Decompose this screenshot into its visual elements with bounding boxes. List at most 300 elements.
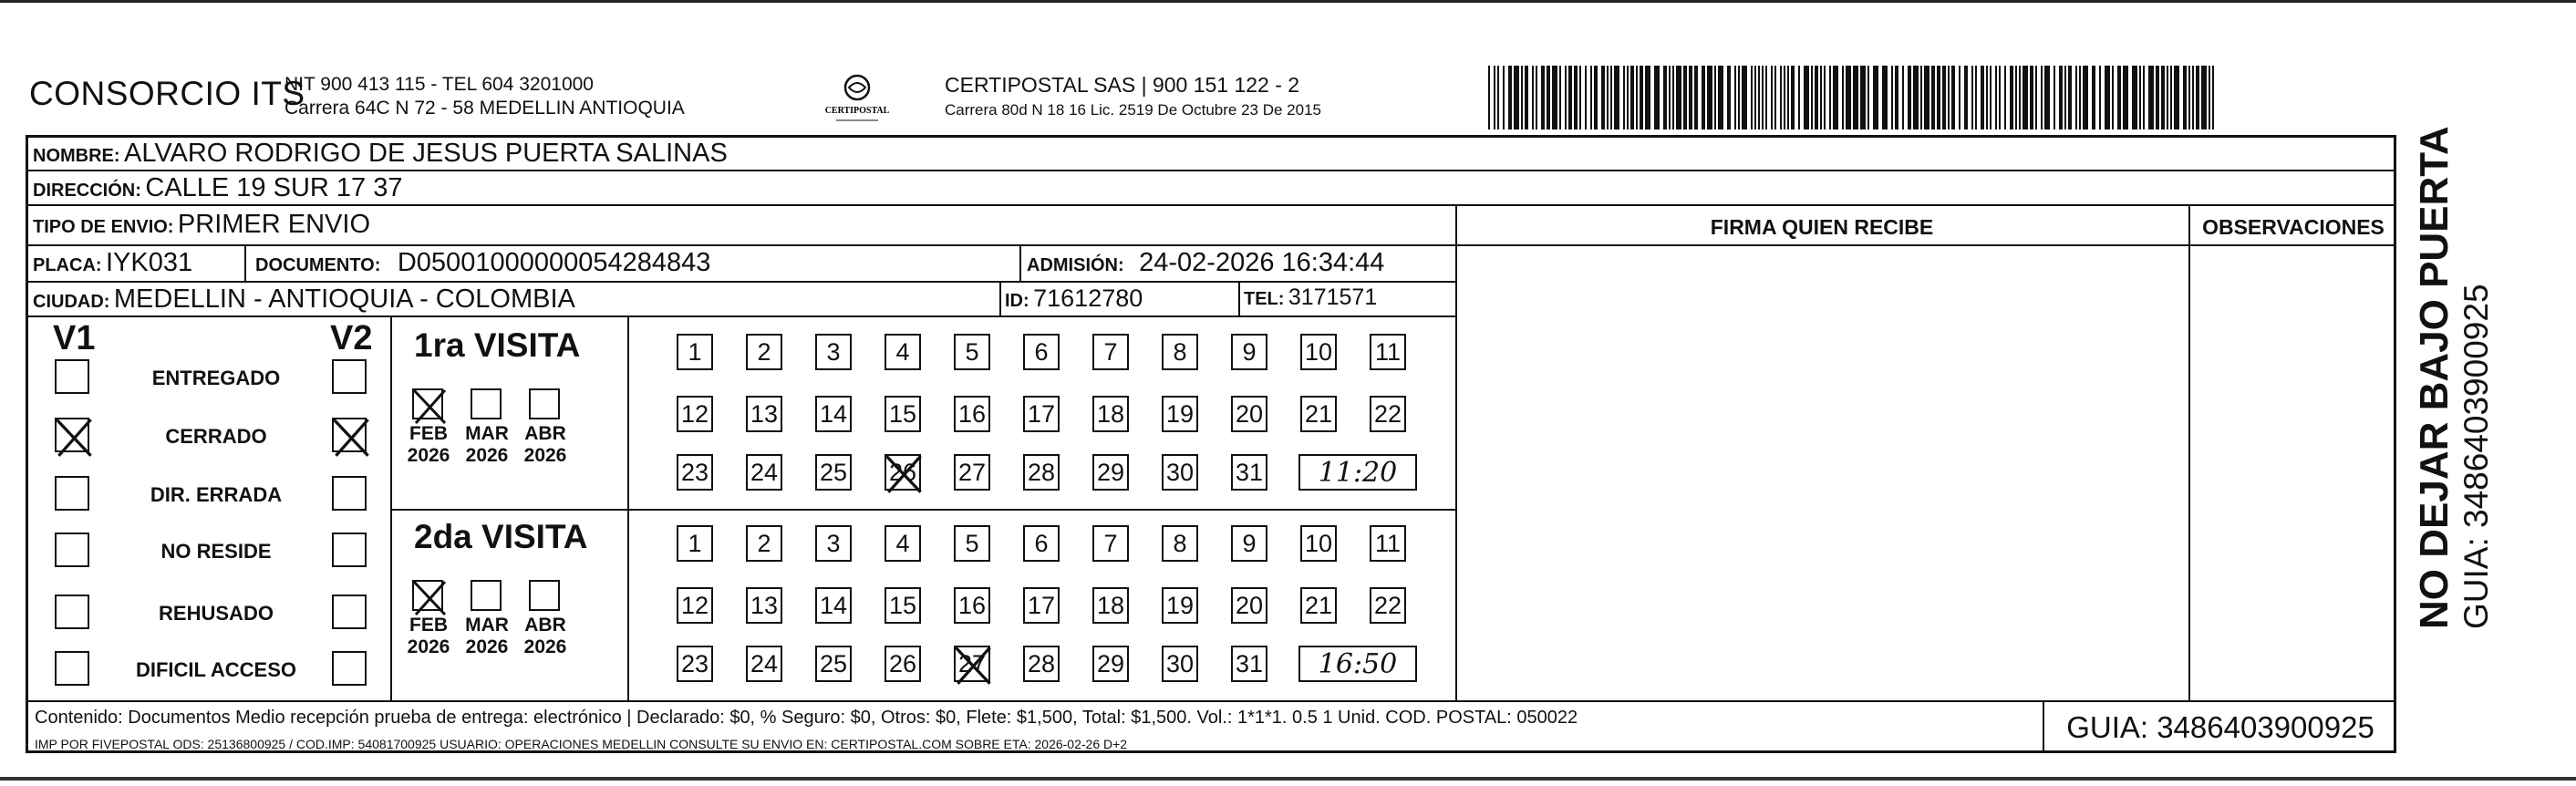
- barcode-bar: [1824, 66, 1826, 129]
- month-name: MAR: [465, 423, 509, 444]
- day-box[interactable]: [815, 334, 852, 370]
- barcode-bar: [1951, 66, 1955, 129]
- row-divider: [1455, 244, 2396, 246]
- barcode-bar: [1908, 66, 1911, 129]
- month-checkbox[interactable]: [471, 388, 502, 419]
- day-box[interactable]: [746, 454, 782, 491]
- month-label: [460, 423, 514, 467]
- barcode-bar: [2064, 66, 2066, 129]
- visit-title: 2da VISITA: [414, 518, 588, 555]
- barcode-bar: [1514, 66, 1519, 129]
- month-checkbox[interactable]: [471, 580, 502, 611]
- barcode-bar: [1585, 66, 1587, 129]
- tel-value: 3171571: [1288, 284, 1378, 310]
- day-number: 18: [1096, 399, 1125, 428]
- status-label: CERRADO: [165, 425, 267, 448]
- barcode-bar: [2148, 66, 2154, 129]
- barcode-bar: [1669, 66, 1671, 129]
- month-year: 2026: [465, 636, 509, 657]
- day-box[interactable]: [1300, 525, 1337, 562]
- barcode-bar: [1971, 66, 1973, 129]
- day-box[interactable]: [815, 587, 852, 624]
- id-cell: [1005, 284, 1143, 313]
- barcode-bar: [1508, 66, 1512, 129]
- barcode-bar: [2075, 66, 2077, 129]
- day-number: 26: [888, 458, 917, 486]
- side-warning: NO DEJAR BAJO PUERTA: [2412, 126, 2457, 629]
- footer-divider: [26, 700, 2396, 702]
- day-box[interactable]: [885, 646, 921, 682]
- day-number: 15: [888, 591, 917, 619]
- day-number: 8: [1173, 337, 1187, 366]
- day-box[interactable]: [954, 396, 990, 432]
- barcode-bar: [1924, 66, 1929, 129]
- barcode-bar: [1610, 66, 1612, 129]
- operator-name: CERTIPOSTAL SAS | 900 151 122 - 2: [945, 73, 1300, 97]
- barcode-bar: [1488, 66, 1490, 129]
- status-v2-checkbox[interactable]: [332, 651, 367, 686]
- barcode-bar: [2201, 66, 2207, 129]
- barcode-bar: [1559, 66, 1561, 129]
- barcode-bar: [1590, 66, 1592, 129]
- barcode-bar: [1727, 66, 1731, 129]
- barcode-bar: [2059, 66, 2063, 129]
- direccion-row: [33, 173, 402, 203]
- day-box[interactable]: [1370, 525, 1406, 562]
- barcode-bar: [2030, 66, 2033, 129]
- tipo-envio-value: PRIMER ENVIO: [177, 210, 371, 239]
- day-box[interactable]: [1092, 646, 1129, 682]
- barcode-bar: [1552, 66, 1557, 129]
- day-number: 16: [957, 399, 987, 428]
- company-info: [284, 73, 685, 120]
- visit-title: 1ra VISITA: [414, 326, 581, 364]
- v2-header: V2: [330, 319, 373, 357]
- day-number: 22: [1373, 591, 1402, 619]
- time-written-box[interactable]: 16:50: [1298, 646, 1417, 682]
- barcode-bar: [1959, 66, 1960, 129]
- day-box[interactable]: [746, 396, 782, 432]
- day-box[interactable]: [1162, 646, 1198, 682]
- barcode-bar: [2019, 66, 2021, 129]
- day-box[interactable]: [815, 525, 852, 562]
- day-box[interactable]: [677, 396, 713, 432]
- barcode-bar: [1754, 66, 1756, 129]
- month-checkbox[interactable]: [529, 580, 560, 611]
- barcode-bar: [1494, 66, 1495, 129]
- check-mark-icon: [412, 388, 449, 425]
- barcode-bar: [1820, 66, 1822, 129]
- day-number: 2: [757, 529, 771, 557]
- barcode-bar: [2054, 66, 2055, 129]
- barcode-bar: [1565, 66, 1567, 129]
- day-box[interactable]: [1162, 334, 1198, 370]
- month-name: FEB: [409, 423, 448, 444]
- col-divider: [1455, 204, 1457, 700]
- day-number: 20: [1235, 591, 1264, 619]
- day-number: 6: [1034, 529, 1049, 557]
- day-number: 17: [1027, 399, 1056, 428]
- documento-cell: [255, 248, 710, 278]
- barcode-bar: [1846, 66, 1851, 129]
- day-box[interactable]: [1092, 396, 1129, 432]
- day-box[interactable]: [1231, 646, 1267, 682]
- day-box[interactable]: [1023, 334, 1060, 370]
- row-divider: [26, 281, 1455, 283]
- col-divider: [1238, 281, 1240, 315]
- documento-label: DOCUMENTO:: [255, 255, 381, 275]
- firma-header: FIRMA QUIEN RECIBE: [1710, 215, 1934, 239]
- day-box[interactable]: [815, 646, 852, 682]
- day-number: 20: [1235, 399, 1264, 428]
- id-value: 71612780: [1033, 284, 1143, 312]
- day-box[interactable]: [677, 587, 713, 624]
- footer-contenido: Contenido: Documentos Medio recepción prueba de entrega: electrónico | Declarado: $0, % Seguro: $0, Otros: $0, Flete: $1,500, Total: $1,500. Vol.: 1*1*1. 0.5 1 Unid. COD. POSTAL: 050022: [35, 708, 1578, 728]
- day-number: 27: [957, 649, 987, 677]
- day-number: 10: [1304, 529, 1333, 557]
- month-label: [460, 615, 514, 658]
- day-box[interactable]: [885, 587, 921, 624]
- placa-label: PLACA:: [33, 255, 102, 275]
- barcode-bar: [2112, 66, 2114, 129]
- month-checkbox[interactable]: [412, 580, 443, 611]
- day-number: 5: [965, 529, 979, 557]
- barcode-bar: [1718, 66, 1723, 129]
- status-v1-checkbox[interactable]: [55, 533, 89, 567]
- month-label: [401, 615, 456, 658]
- day-number: 28: [1027, 458, 1056, 486]
- day-box[interactable]: [1162, 396, 1198, 432]
- tel-label: TEL:: [1244, 289, 1285, 309]
- barcode-bar: [1815, 66, 1818, 129]
- day-box[interactable]: [746, 587, 782, 624]
- day-box[interactable]: [1231, 334, 1267, 370]
- day-number: 9: [1242, 337, 1257, 366]
- status-label: NO RESIDE: [160, 540, 272, 563]
- day-box[interactable]: [677, 646, 713, 682]
- day-box[interactable]: [885, 454, 921, 491]
- barcode-bar: [1798, 66, 1800, 129]
- day-number: 25: [819, 458, 848, 486]
- barcode-bar: [1990, 66, 1991, 129]
- barcode-bar: [1758, 66, 1760, 129]
- day-number: 18: [1096, 591, 1125, 619]
- barcode-bar: [1640, 66, 1643, 129]
- barcode-bar: [2079, 66, 2081, 129]
- barcode-bar: [2139, 66, 2141, 129]
- barcode-bar: [1683, 66, 1687, 129]
- day-number: 10: [1304, 337, 1333, 366]
- barcode-bar: [1714, 66, 1716, 129]
- day-number: 12: [680, 399, 709, 428]
- month-checkbox[interactable]: [529, 388, 560, 419]
- status-v1-checkbox[interactable]: [55, 476, 89, 511]
- day-number: 7: [1103, 337, 1118, 366]
- month-name: ABR: [524, 615, 566, 636]
- barcode-bar: [2174, 66, 2179, 129]
- barcode-bar: [1853, 66, 1858, 129]
- day-number: 19: [1165, 591, 1195, 619]
- barcode-bar: [2023, 66, 2028, 129]
- day-box[interactable]: [954, 454, 990, 491]
- month-year: 2026: [465, 445, 509, 466]
- day-number: 14: [819, 399, 848, 428]
- month-year: 2026: [523, 636, 567, 657]
- col-divider: [2188, 204, 2190, 700]
- day-box[interactable]: [1300, 587, 1337, 624]
- company-nit: NIT 900 413 115 - TEL 604 3201000: [284, 74, 594, 95]
- barcode-bar: [2143, 66, 2145, 129]
- month-label: [401, 423, 456, 467]
- day-box[interactable]: [954, 646, 990, 682]
- day-number: 22: [1373, 399, 1402, 428]
- barcode-bar: [1829, 66, 1831, 129]
- company-address: Carrera 64C N 72 - 58 MEDELLIN ANTIOQUIA: [284, 98, 685, 119]
- barcode-bar: [1654, 66, 1660, 129]
- barcode-bar: [1594, 66, 1598, 129]
- operator-info: [945, 73, 1321, 119]
- nombre-row: [33, 139, 728, 169]
- barcode-bar: [1811, 66, 1813, 129]
- status-label: DIR. ERRADA: [150, 483, 283, 506]
- barcode-bar: [1895, 66, 1898, 129]
- barcode-bar: [1867, 66, 1869, 129]
- month-year: 2026: [523, 445, 567, 466]
- day-box[interactable]: [1370, 587, 1406, 624]
- barcode-bar: [1860, 66, 1866, 129]
- day-number: 23: [680, 649, 709, 677]
- month-checkbox[interactable]: [412, 388, 443, 419]
- day-box[interactable]: [746, 646, 782, 682]
- barcode-bar: [1532, 66, 1534, 129]
- barcode-bar: [1995, 66, 1997, 129]
- day-box[interactable]: [1231, 396, 1267, 432]
- day-box[interactable]: [954, 525, 990, 562]
- barcode-bar: [1920, 66, 1922, 129]
- barcode-bar: [1521, 66, 1523, 129]
- col-divider: [1019, 244, 1021, 281]
- tel-cell: [1244, 284, 1377, 311]
- day-box[interactable]: [1300, 396, 1337, 432]
- barcode-bar: [1751, 66, 1753, 129]
- barcode-bar: [1689, 66, 1692, 129]
- barcode-bar: [2161, 66, 2165, 129]
- top-rule: [0, 0, 2576, 3]
- status-v1-checkbox[interactable]: [55, 359, 89, 394]
- day-number: 30: [1165, 458, 1195, 486]
- barcode-bar: [2099, 66, 2101, 129]
- day-box[interactable]: [1370, 396, 1406, 432]
- day-box[interactable]: [746, 334, 782, 370]
- day-box[interactable]: [677, 454, 713, 491]
- barcode-bar: [2212, 66, 2214, 129]
- barcode-bar: [1774, 66, 1776, 129]
- admision-label: ADMISIÓN:: [1027, 255, 1124, 275]
- day-box[interactable]: [1023, 646, 1060, 682]
- day-number: 4: [895, 529, 910, 557]
- barcode-bar: [1882, 66, 1888, 129]
- col-divider: [627, 315, 629, 700]
- barcode-bar: [1645, 66, 1650, 129]
- side-notice: [2412, 126, 2496, 629]
- direccion-value: CALLE 19 SUR 17 37: [145, 173, 403, 202]
- barcode-bar: [1833, 66, 1838, 129]
- day-box[interactable]: [1231, 587, 1267, 624]
- month-year: 2026: [407, 445, 450, 466]
- barcode-bar: [1614, 66, 1619, 129]
- barcode-bar: [1842, 66, 1844, 129]
- status-v2-checkbox[interactable]: [332, 359, 367, 394]
- tipo-envio-row: [33, 210, 370, 240]
- day-box[interactable]: [1370, 334, 1406, 370]
- day-number: 30: [1165, 649, 1195, 677]
- barcode-bar: [1547, 66, 1550, 129]
- day-box[interactable]: [885, 525, 921, 562]
- day-box[interactable]: [1300, 334, 1337, 370]
- ciudad-value: MEDELLIN - ANTIOQUIA - COLOMBIA: [113, 284, 575, 314]
- month-name: FEB: [409, 615, 448, 636]
- barcode-bar: [1986, 66, 1988, 129]
- logo-text: CERTIPOSTAL: [825, 106, 889, 116]
- day-box[interactable]: [1023, 587, 1060, 624]
- day-number: 3: [826, 529, 841, 557]
- day-box[interactable]: [885, 396, 921, 432]
- time-written-box[interactable]: 11:20: [1298, 454, 1417, 491]
- barcode-bar: [1497, 66, 1499, 129]
- tipo-envio-label: TIPO DE ENVIO:: [33, 217, 174, 237]
- status-v2-checkbox[interactable]: [332, 418, 367, 452]
- day-box[interactable]: [1023, 396, 1060, 432]
- barcode-bar: [1784, 66, 1785, 129]
- day-box[interactable]: [815, 396, 852, 432]
- day-box[interactable]: [677, 525, 713, 562]
- status-label: DIFICIL ACCESO: [135, 658, 296, 681]
- day-box[interactable]: [1162, 587, 1198, 624]
- barcode-bar: [1873, 66, 1878, 129]
- day-box[interactable]: [1231, 454, 1267, 491]
- visit-divider: [390, 509, 1455, 511]
- day-number: 4: [895, 337, 910, 366]
- admision-value: 24-02-2026 16:34:44: [1139, 248, 1385, 277]
- ciudad-label: CIUDAD:: [33, 292, 110, 312]
- day-number: 13: [750, 591, 779, 619]
- barcode-bar: [1931, 66, 1935, 129]
- day-box[interactable]: [954, 334, 990, 370]
- day-box[interactable]: [885, 334, 921, 370]
- company-name: CONSORCIO ITS: [29, 75, 305, 112]
- day-box[interactable]: [1092, 334, 1129, 370]
- day-number: 14: [819, 591, 848, 619]
- nombre-label: NOMBRE:: [33, 146, 120, 166]
- day-box[interactable]: [1231, 525, 1267, 562]
- barcode-bar: [2209, 66, 2210, 129]
- day-box[interactable]: [954, 587, 990, 624]
- day-box[interactable]: [1092, 525, 1129, 562]
- day-number: 12: [680, 591, 709, 619]
- barcode-bar: [1771, 66, 1773, 129]
- day-number: 29: [1096, 649, 1125, 677]
- barcode-bar: [1780, 66, 1782, 129]
- day-number: 24: [750, 458, 779, 486]
- day-number: 15: [888, 399, 917, 428]
- day-number: 28: [1027, 649, 1056, 677]
- v1-header: V1: [53, 319, 96, 357]
- day-number: 8: [1173, 529, 1187, 557]
- status-v2-checkbox[interactable]: [332, 533, 367, 567]
- month-name: ABR: [524, 423, 566, 444]
- certipostal-logo: [825, 71, 889, 126]
- barcode-bar: [2015, 66, 2017, 129]
- barcode-bar: [1948, 66, 1950, 129]
- barcode-bar: [2132, 66, 2137, 129]
- barcode-bar: [2170, 66, 2172, 129]
- day-number: 21: [1304, 399, 1333, 428]
- barcode-bar: [2044, 66, 2050, 129]
- barcode-bar: [1601, 66, 1605, 129]
- day-number: 27: [957, 458, 987, 486]
- barcode-bar: [1964, 66, 1968, 129]
- barcode-bar: [1942, 66, 1946, 129]
- day-number: 31: [1235, 649, 1264, 677]
- side-guia: GUIA: 3486403900925: [2457, 284, 2495, 629]
- day-number: 1: [688, 529, 702, 557]
- barcode-bar: [1791, 66, 1795, 129]
- barcode-bar: [1734, 66, 1736, 129]
- barcode-bar: [2167, 66, 2168, 129]
- status-label: ENTREGADO: [151, 367, 281, 389]
- barcode: [1488, 66, 2218, 129]
- check-mark-icon: [55, 418, 95, 458]
- day-number: 11: [1374, 529, 1402, 557]
- day-number: 13: [750, 399, 779, 428]
- day-box[interactable]: [677, 334, 713, 370]
- day-box[interactable]: [746, 525, 782, 562]
- day-box[interactable]: [1023, 454, 1060, 491]
- status-v1-checkbox[interactable]: [55, 595, 89, 629]
- bottom-rule: [0, 777, 2576, 781]
- status-v1-checkbox[interactable]: [55, 651, 89, 686]
- barcode-bar: [2183, 66, 2187, 129]
- day-box[interactable]: [1023, 525, 1060, 562]
- day-number: 2: [757, 337, 771, 366]
- status-v2-checkbox[interactable]: [332, 476, 367, 511]
- day-box[interactable]: [815, 454, 852, 491]
- barcode-bar: [1891, 66, 1893, 129]
- day-number: 7: [1103, 529, 1118, 557]
- barcode-bar: [1738, 66, 1740, 129]
- observaciones-header: OBSERVACIONES: [2202, 215, 2385, 239]
- status-v1-checkbox[interactable]: [55, 418, 89, 452]
- day-box[interactable]: [1162, 525, 1198, 562]
- day-box[interactable]: [1162, 454, 1198, 491]
- day-box[interactable]: [1092, 454, 1129, 491]
- nombre-value: ALVARO RODRIGO DE JESUS PUERTA SALINAS: [124, 139, 728, 168]
- row-divider: [26, 170, 2396, 171]
- day-box[interactable]: [1092, 587, 1129, 624]
- day-number: 23: [680, 458, 709, 486]
- day-number: 16: [957, 591, 987, 619]
- barcode-bar: [2068, 66, 2072, 129]
- barcode-bar: [1702, 66, 1705, 129]
- col-divider: [244, 244, 246, 281]
- status-v2-checkbox[interactable]: [332, 595, 367, 629]
- check-mark-icon: [332, 418, 372, 458]
- status-label: REHUSADO: [159, 602, 274, 625]
- barcode-bar: [2035, 66, 2037, 129]
- day-number: 11: [1374, 337, 1402, 366]
- barcode-bar: [2156, 66, 2159, 129]
- barcode-bar: [1574, 66, 1578, 129]
